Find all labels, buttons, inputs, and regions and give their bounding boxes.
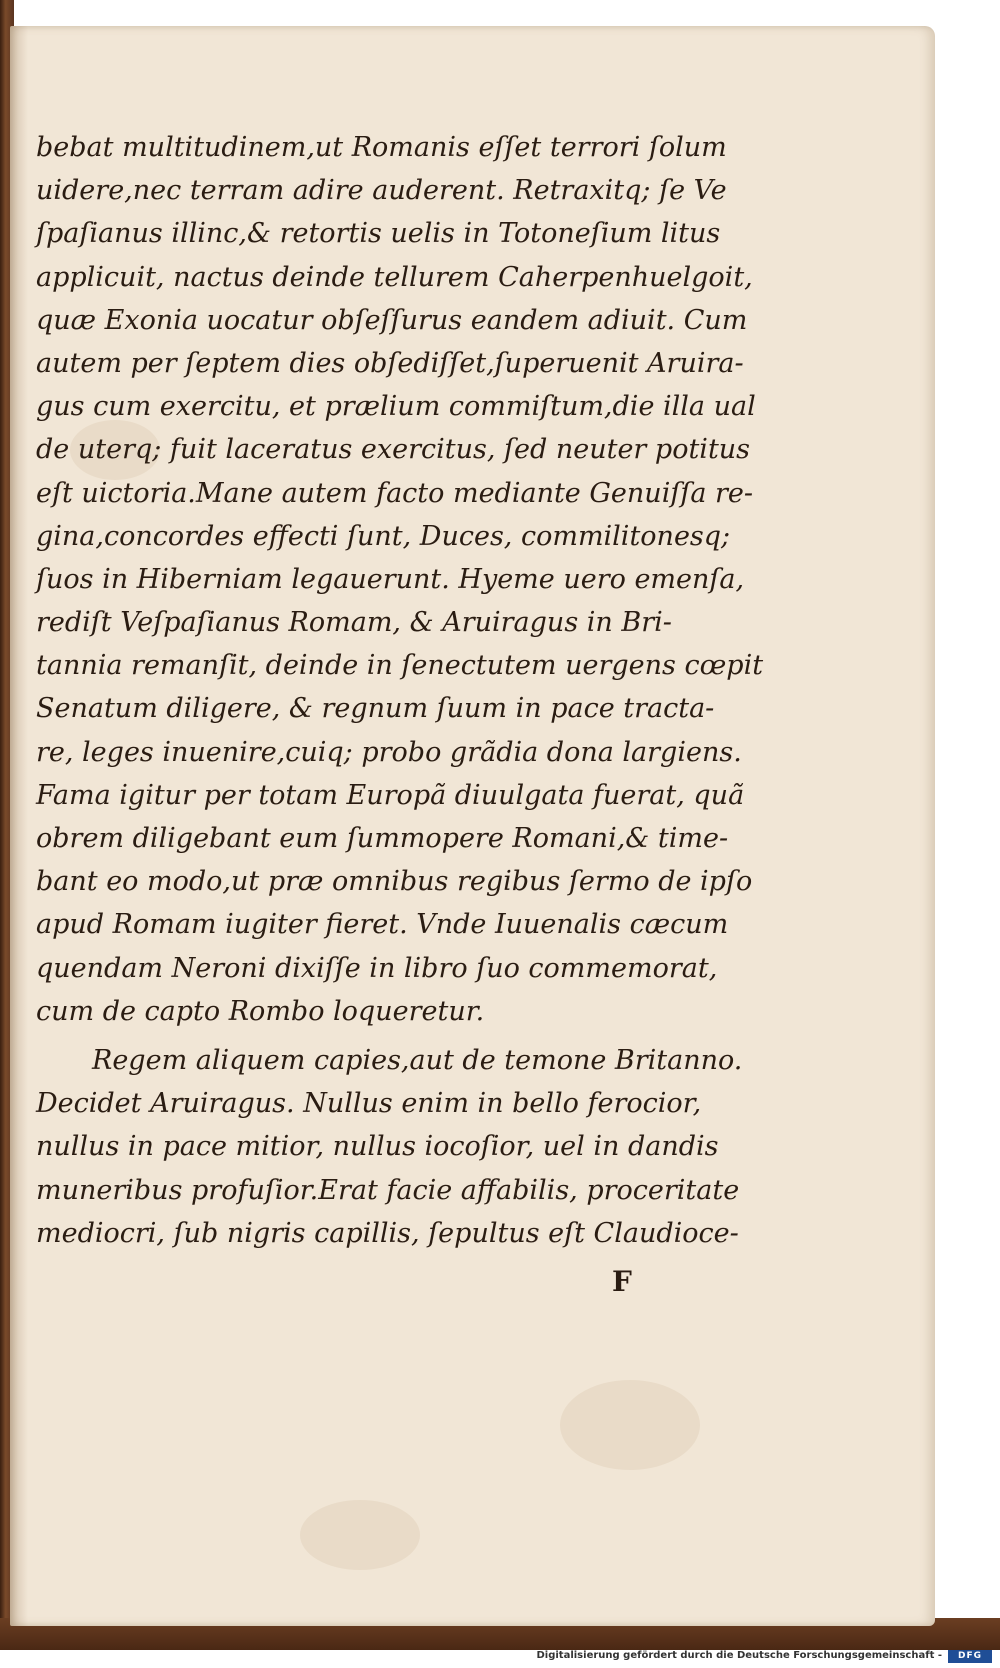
text-line: tannia remanſit, deinde in ſenectutem uergens cœpit bbox=[36, 650, 764, 682]
text-line: rediſt Veſpaſianus Romam, & Aruiragus in Bri- bbox=[36, 607, 672, 639]
text-line: obrem diligebant eum ſummopere Romani,& time- bbox=[36, 823, 729, 854]
text-line: bebat multitudinem,ut Romanis eſſet terrori ſolum bbox=[36, 132, 727, 163]
paper-stain bbox=[560, 1380, 700, 1470]
text-line: eſt uictoria.Mane autem facto mediante Genuiſſa re- bbox=[36, 477, 754, 509]
text-line: cum de capto Rombo loqueretur. bbox=[36, 995, 485, 1027]
text-line: applicuit, nactus deinde tellurem Caherpenhuelgoit, bbox=[36, 261, 753, 293]
text-line: gina,concordes effecti ſunt, Duces, commilitonesq; bbox=[36, 520, 731, 552]
text-line: apud Romam iugiter fieret. Vnde Iuuenalis cæcum bbox=[36, 909, 729, 941]
text-line: ſuos in Hiberniam legauerunt. Hyeme uero emenſa, bbox=[36, 563, 745, 595]
text-line: quæ Exonia uocatur obſeſſurus eandem adiuit. Cum bbox=[36, 304, 748, 336]
digitization-credit: Digitalisierung gefördert durch die Deutsche Forschungsgemeinschaft - bbox=[536, 1650, 942, 1661]
page-gutter-shadow bbox=[10, 26, 28, 1626]
text-line: muneribus profuſior.Erat facie affabilis, proceritate bbox=[36, 1174, 740, 1206]
dfg-logo: DFG bbox=[948, 1650, 992, 1663]
text-line: quendam Neroni dixiſſe in libro ſuo commemorat, bbox=[36, 952, 718, 984]
text-line: mediocri, ſub nigris capillis, ſepultus eſt Claudioce- bbox=[36, 1217, 739, 1249]
paper-stain bbox=[300, 1500, 420, 1570]
text-line: Fama igitur per totam Europã diuulgata fuerat, quã bbox=[36, 779, 745, 811]
text-line: Decidet Aruiragus. Nullus enim in bello ferocior, bbox=[36, 1088, 702, 1120]
text-line: uidere,nec terram adire auderent. Retraxitq; ſe Ve bbox=[36, 175, 727, 207]
signature-mark: F bbox=[612, 1265, 632, 1298]
text-line: bant eo modo,ut præ omnibus regibus ſermo de ipſo bbox=[36, 866, 753, 898]
text-line: autem per ſeptem dies obſediſſet,ſuperuenit Aruira- bbox=[36, 347, 744, 379]
quote-line: Regem aliquem capies,aut de temone Britanno. bbox=[92, 1044, 743, 1076]
text-line: gus cum exercitu, et prælium commiſtum,die illa ual bbox=[36, 391, 756, 423]
text-line: ſpaſianus illinc,& retortis uelis in Totoneſium litus bbox=[36, 218, 721, 250]
text-line: Senatum diligere, & regnum ſuum in pace tracta- bbox=[36, 693, 715, 725]
text-line: nullus in pace mitior, nullus iocoſior, uel in dandis bbox=[36, 1131, 719, 1163]
main-text-block bbox=[36, 126, 764, 1255]
text-line: re, leges inuenire,cuiq; probo grãdia dona largiens. bbox=[36, 736, 742, 768]
text-line: de uterq; fuit laceratus exercitus, ſed neuter potitus bbox=[36, 434, 751, 466]
